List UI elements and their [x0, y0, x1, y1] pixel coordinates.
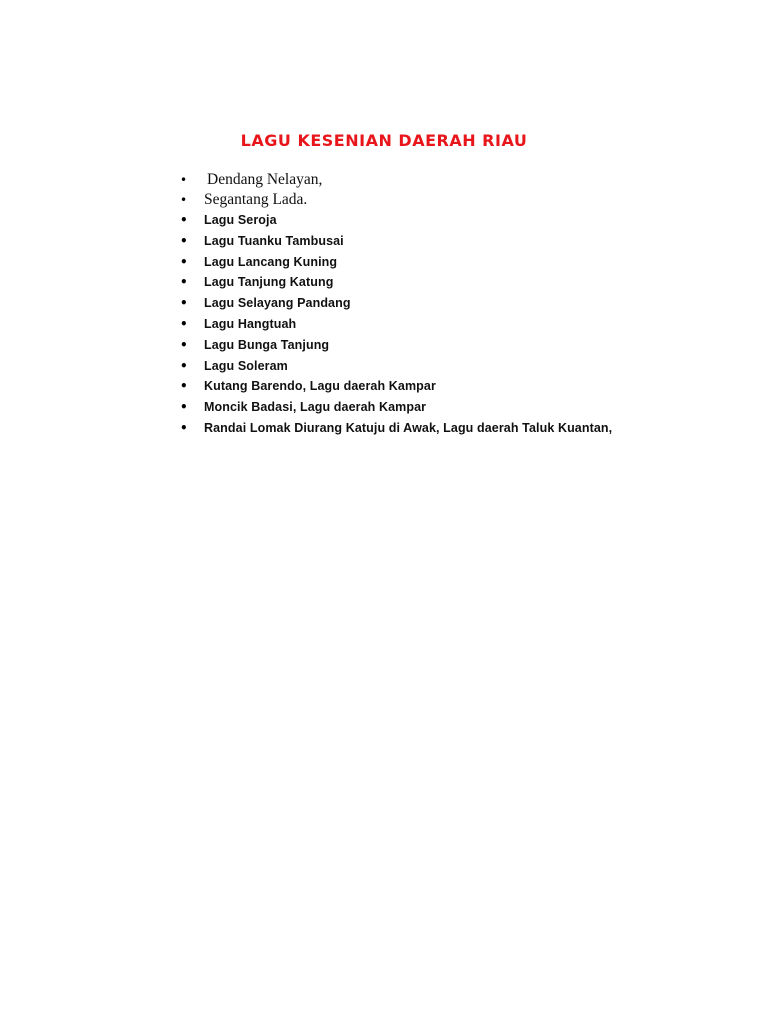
list-item — [178, 231, 738, 252]
bullet-icon: • — [180, 296, 188, 311]
list-item-text: Kutang Barendo, Lagu daerah Kampar — [204, 379, 436, 394]
list-item-text: Lagu Selayang Pandang — [204, 296, 351, 311]
list-item — [178, 272, 738, 293]
list-item — [178, 314, 738, 335]
list-item — [178, 210, 738, 231]
bullet-icon: • — [180, 275, 188, 290]
bullet-icon: • — [180, 337, 188, 352]
bullet-icon: • — [180, 254, 188, 269]
document-title: LAGU KESENIAN DAERAH RIAU — [240, 131, 528, 150]
list-item-text: Lagu Hangtuah — [204, 316, 297, 331]
bullet-icon: • — [180, 316, 188, 331]
list-item-text: Moncik Badasi, Lagu daerah Kampar — [204, 400, 427, 415]
bullet-icon: • — [180, 379, 188, 394]
list-item-text: Lagu Seroja — [204, 213, 277, 227]
list-item — [178, 190, 738, 210]
bullet-icon: • — [180, 358, 188, 373]
list-item-text: Randai Lomak Diurang Katuju di Awak, Lagu daerah Taluk Kuantan, — [204, 420, 613, 435]
list-item — [178, 397, 738, 418]
list-item-text: Segantang Lada. — [204, 191, 308, 208]
list-item-text: Dendang Nelayan, — [207, 171, 323, 188]
list-item — [178, 376, 738, 397]
bullet-icon: • — [180, 233, 188, 248]
song-list — [178, 170, 738, 439]
list-item — [178, 293, 738, 314]
list-item — [178, 418, 738, 439]
bullet-icon: • — [180, 213, 188, 227]
list-item — [178, 335, 738, 356]
bullet-icon: • — [180, 420, 188, 435]
bullet-icon: • — [180, 193, 188, 207]
list-item-text: Lagu Lancang Kuning — [204, 254, 338, 269]
list-item-text: Lagu Tanjung Katung — [204, 275, 334, 290]
list-item-text: Lagu Tuanku Tambusai — [204, 233, 344, 248]
list-item-text: Lagu Bunga Tanjung — [204, 337, 330, 352]
list-item-text: Lagu Soleram — [204, 358, 288, 373]
list-item — [178, 252, 738, 273]
bullet-icon: • — [180, 173, 188, 187]
list-item — [178, 170, 738, 190]
list-item — [178, 356, 738, 377]
bullet-icon: • — [180, 400, 188, 415]
